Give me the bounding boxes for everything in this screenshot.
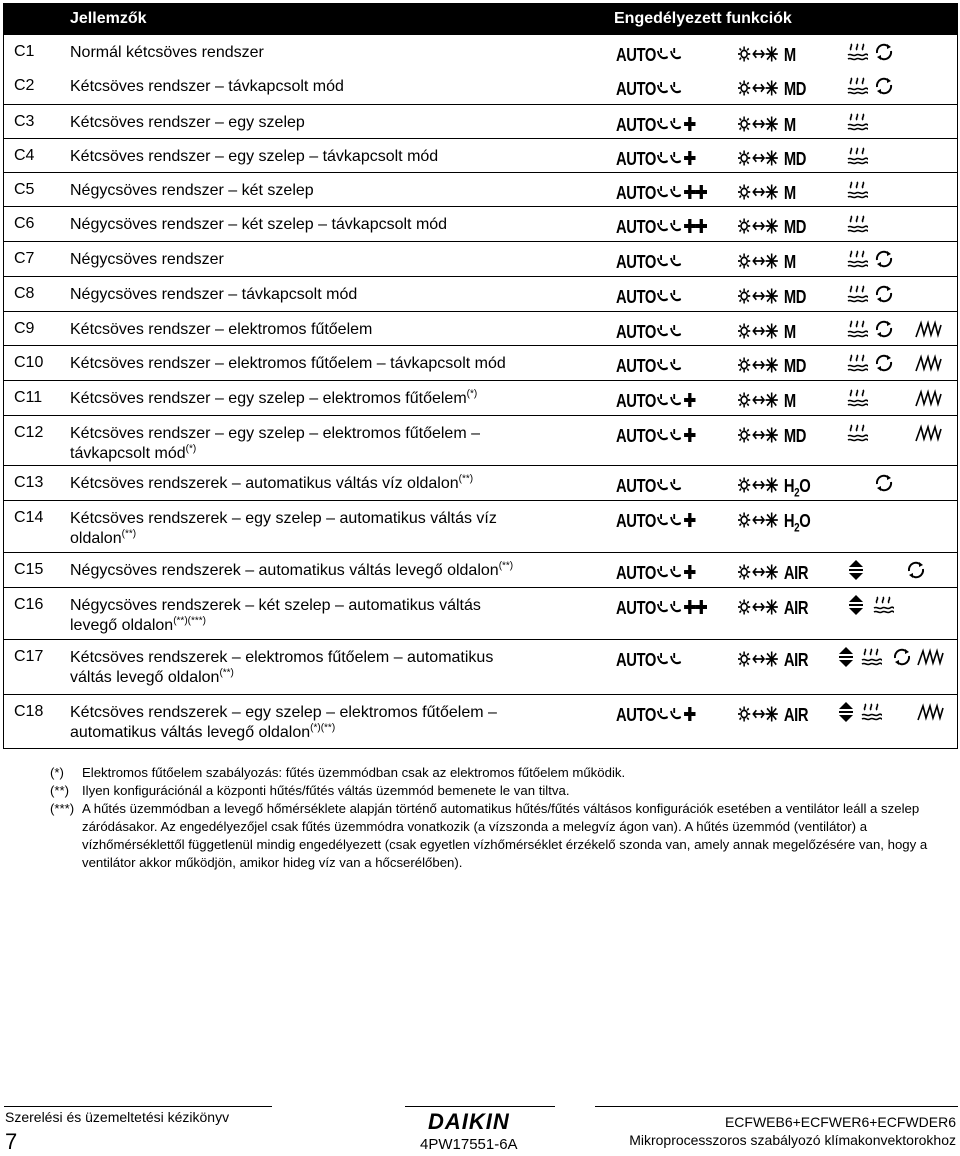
row-code: C18 [14, 703, 44, 720]
heating-icon [846, 41, 870, 63]
mode-icons: AIR [738, 598, 808, 619]
table-row [4, 172, 957, 206]
table-row [4, 500, 957, 552]
row-description: Kétcsöves rendszer – egy szelep – elektromos fűtőelem – távkapcsolt mód(*) [70, 425, 480, 462]
fan-speed-icons: AUTO [616, 183, 707, 204]
table-row [4, 552, 957, 587]
row-code: C2 [14, 77, 35, 94]
table-row [4, 241, 957, 276]
table-row [4, 276, 957, 311]
table-row [4, 415, 957, 465]
fan-speed-icons: AUTO [616, 563, 695, 584]
heating-icon [846, 75, 870, 97]
table-row [4, 587, 957, 639]
row-description: Kétcsöves rendszerek – elektromos fűtőelem – automatikus váltás levegő oldalon(**) [70, 649, 494, 686]
fan-speed-icons: AUTO [616, 705, 695, 726]
mode-icons: $H_2O$ [738, 511, 810, 535]
electric-heater-icon [914, 352, 938, 374]
document-code: 4PW17551-6A [420, 1136, 518, 1153]
row-functions [614, 588, 954, 639]
model-numbers: ECFWEB6+ECFWER6+ECFWDER6 [724, 1114, 956, 1130]
row-functions [614, 381, 954, 415]
row-description: Kétcsöves rendszer – egy szelep – elektromos fűtőelem(*) [70, 388, 478, 407]
mode-icons: MD [738, 356, 806, 377]
row-functions [614, 105, 954, 138]
fan-speed-icons: AUTO [616, 476, 684, 497]
mode-icons: M [738, 252, 796, 273]
heating-icon [872, 594, 896, 616]
fan-speed-icons: AUTO [616, 217, 707, 238]
row-functions [614, 242, 954, 276]
heating-icon [860, 701, 884, 723]
electric-heater-icon [914, 318, 938, 340]
footnote: (*) Elektromos fűtőelem szabályozás: fűtés üzemmódban csak az elektromos fűtőelem működik. [50, 765, 626, 780]
table-row [4, 380, 957, 415]
row-code: C16 [14, 596, 44, 613]
footnotes [50, 764, 950, 872]
row-functions [614, 416, 954, 465]
header-functions: Engedélyezett funkciók [614, 10, 792, 27]
footnote: (***) A hűtés üzemmódban a levegő hőmérséklete alapján történő automatikus hűtés/fűtés váltásos konfigurációk esetében a ventilátor leáll a szelep záródásakor. Az engedélyezőjel csak fűtés üzemmódra vonatkozik (a vízszonda a melegvíz ágon van). A hűtés üzemmód (ventilátor) a vízhőmérséklettől függetlenül mindig engedélyezett (csak egyetlen vízhőmérséklet érzékelő szonda van, amely annak megelőzésére van, hogy a ventilátor akkor működjön, amikor hideg víz van a hőcserélőben). [50, 801, 928, 870]
row-functions [614, 640, 954, 694]
fan-speed-icons: AUTO [616, 598, 707, 619]
changeover-icon [890, 646, 914, 668]
mode-icons: M [738, 45, 796, 66]
air-switch-icon [846, 594, 870, 616]
heating-icon [846, 213, 870, 235]
table-row [4, 138, 957, 172]
changeover-icon [904, 559, 928, 581]
row-functions [614, 277, 954, 311]
mode-icons: AIR [738, 563, 808, 584]
mode-icons: M [738, 183, 796, 204]
fan-speed-icons: AUTO [616, 511, 695, 532]
table-row [4, 69, 957, 104]
heating-icon [846, 422, 870, 444]
fan-speed-icons: AUTO [616, 287, 684, 308]
changeover-icon [872, 75, 896, 97]
table-row [4, 104, 957, 138]
mode-icons: AIR [738, 705, 808, 726]
row-code: C6 [14, 215, 35, 232]
fan-speed-icons: AUTO [616, 252, 684, 273]
row-code: C4 [14, 147, 35, 164]
row-description: Normál kétcsöves rendszer [70, 44, 264, 61]
table-header [4, 4, 957, 34]
changeover-icon [872, 472, 896, 494]
row-functions [614, 312, 954, 345]
row-functions [614, 346, 954, 380]
heating-icon [846, 248, 870, 270]
changeover-icon [872, 283, 896, 305]
row-functions [614, 69, 954, 104]
row-description: Négycsöves rendszer [70, 251, 224, 268]
mode-icons: AIR [738, 650, 808, 671]
row-functions [614, 501, 954, 552]
page-footer [0, 1098, 960, 1156]
electric-heater-icon [916, 701, 940, 723]
row-code: C15 [14, 561, 44, 578]
row-description: Négycsöves rendszer – két szelep – távkapcsolt mód [70, 216, 448, 233]
row-code: C10 [14, 354, 44, 371]
row-functions [614, 173, 954, 206]
changeover-icon [872, 352, 896, 374]
heating-icon [846, 111, 870, 133]
changeover-icon [872, 318, 896, 340]
mode-icons: MD [738, 426, 806, 447]
air-switch-icon [836, 701, 860, 723]
air-switch-icon [836, 646, 860, 668]
mode-icons: M [738, 391, 796, 412]
table-row [4, 206, 957, 241]
electric-heater-icon [916, 646, 940, 668]
table-row [4, 465, 957, 500]
heating-icon [846, 145, 870, 167]
row-description: Négycsöves rendszerek – automatikus váltás levegő oldalon(**) [70, 560, 514, 579]
heating-icon [846, 179, 870, 201]
row-description: Kétcsöves rendszerek – egy szelep – automatikus váltás víz oldalon(**) [70, 510, 497, 547]
functions-table [3, 3, 958, 749]
header-characteristics: Jellemzők [70, 10, 147, 27]
mode-icons: MD [738, 149, 806, 170]
fan-speed-icons: AUTO [616, 45, 684, 66]
row-description: Kétcsöves rendszer – egy szelep [70, 114, 305, 131]
footnote: (**) Ilyen konfigurációnál a központi hűtés/fűtés váltás üzemmód bemenete le van tiltva. [50, 783, 570, 798]
table-row [4, 639, 957, 694]
row-description: Kétcsöves rendszer – elektromos fűtőelem [70, 321, 373, 338]
mode-icons: M [738, 322, 796, 343]
changeover-icon [872, 41, 896, 63]
mode-icons: MD [738, 217, 806, 238]
fan-speed-icons: AUTO [616, 356, 684, 377]
fan-speed-icons: AUTO [616, 79, 684, 100]
row-description: Négycsöves rendszer – két szelep [70, 182, 314, 199]
air-switch-icon [846, 559, 870, 581]
row-code: C3 [14, 113, 35, 130]
row-code: C17 [14, 648, 44, 665]
fan-speed-icons: AUTO [616, 322, 684, 343]
row-functions [614, 695, 954, 748]
row-description: Kétcsöves rendszerek – automatikus váltás víz oldalon(**) [70, 473, 474, 492]
row-code: C14 [14, 509, 44, 526]
table-row [4, 311, 957, 345]
row-functions [614, 466, 954, 500]
row-functions [614, 35, 954, 69]
heating-icon [846, 283, 870, 305]
row-code: C1 [14, 43, 35, 60]
electric-heater-icon [914, 422, 938, 444]
row-description: Kétcsöves rendszer – egy szelep – távkapcsolt mód [70, 148, 439, 165]
row-functions [614, 139, 954, 172]
table-row [4, 694, 957, 748]
heating-icon [846, 318, 870, 340]
row-code: C5 [14, 181, 35, 198]
mode-icons: MD [738, 287, 806, 308]
fan-speed-icons: AUTO [616, 426, 695, 447]
fan-speed-icons: AUTO [616, 650, 684, 671]
row-code: C13 [14, 474, 44, 491]
mode-icons: $H_2O$ [738, 476, 810, 500]
row-code: C11 [14, 389, 43, 406]
fan-speed-icons: AUTO [616, 149, 695, 170]
row-code: C8 [14, 285, 35, 302]
table-row [4, 345, 957, 380]
row-code: C9 [14, 320, 35, 337]
row-functions [614, 207, 954, 241]
fan-speed-icons: AUTO [616, 391, 695, 412]
mode-icons: M [738, 115, 796, 136]
row-description: Négycsöves rendszerek – két szelep – automatikus váltás levegő oldalon(**)(***) [70, 597, 481, 634]
row-functions [614, 553, 954, 587]
row-description: Kétcsöves rendszerek – egy szelep – elektromos fűtőelem – automatikus váltás levegő oldalon(*)(**) [70, 704, 497, 741]
fan-speed-icons: AUTO [616, 115, 695, 136]
page-number: 7 [5, 1129, 18, 1154]
row-code: C7 [14, 250, 35, 267]
heating-icon [846, 352, 870, 374]
manual-title: Szerelési és üzemeltetési kézikönyv [5, 1109, 230, 1125]
heating-icon [860, 646, 884, 668]
daikin-logo: DAIKIN [428, 1109, 510, 1134]
row-description: Kétcsöves rendszer – távkapcsolt mód [70, 78, 344, 95]
row-code: C12 [14, 424, 44, 441]
row-description: Négycsöves rendszer – távkapcsolt mód [70, 286, 358, 303]
table-row [4, 34, 957, 69]
heating-icon [846, 387, 870, 409]
row-description: Kétcsöves rendszer – elektromos fűtőelem – távkapcsolt mód [70, 355, 506, 372]
product-name: Mikroprocesszoros szabályozó klímakonvektorokhoz [629, 1132, 956, 1148]
changeover-icon [872, 248, 896, 270]
electric-heater-icon [914, 387, 938, 409]
mode-icons: MD [738, 79, 806, 100]
